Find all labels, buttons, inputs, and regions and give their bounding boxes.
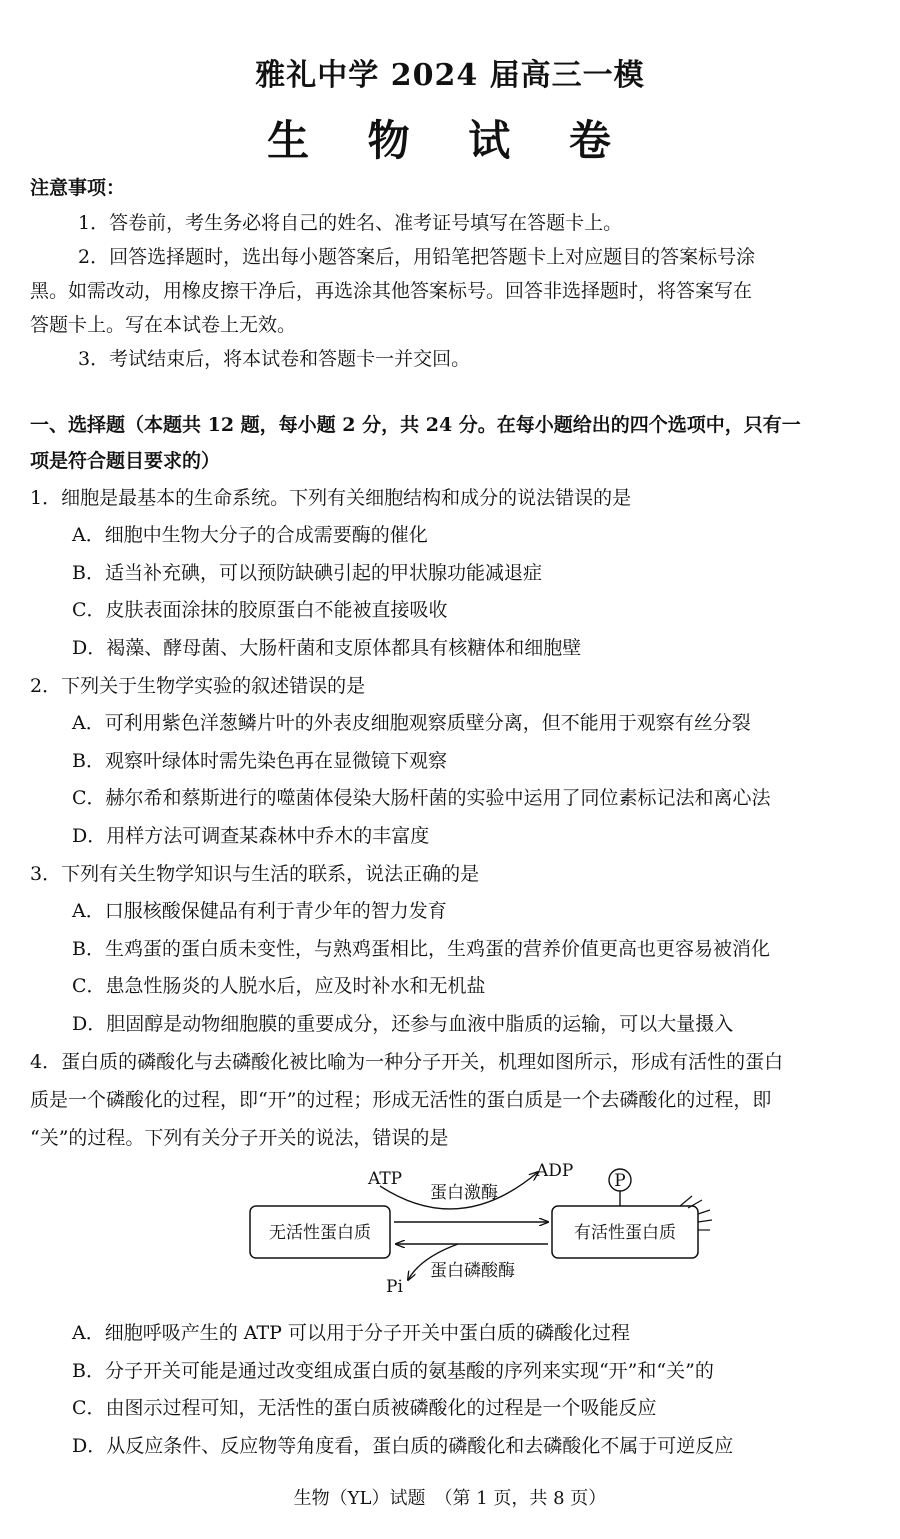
- pi-label: Pi: [386, 1277, 403, 1297]
- notice-item: 答题卡上。写在本试卷上无效。: [30, 314, 297, 336]
- question-stem-cont: “关”的过程。下列有关分子开关的说法，错误的是: [30, 1127, 449, 1149]
- section-heading-cont: 项是符合题目要求的）: [30, 450, 221, 472]
- kinase-label: 蛋白激酶: [430, 1183, 498, 1203]
- notice-item: 1．答卷前，考生务必将自己的姓名、准考证号填写在答题卡上。: [78, 212, 623, 234]
- option-a: A．可利用紫色洋葱鳞片叶的外表皮细胞观察质壁分离，但不能用于观察有丝分裂: [72, 712, 751, 734]
- question-stem: 4．蛋白质的磷酸化与去磷酸化被比喻为一种分子开关，机理如图所示，形成有活性的蛋白: [30, 1051, 784, 1073]
- option-b: B．适当补充碘，可以预防缺碘引起的甲状腺功能减退症: [72, 562, 542, 584]
- active-protein-label: 有活性蛋白质: [574, 1223, 676, 1243]
- option-d: D．褐藻、酵母菌、大肠杆菌和支原体都具有核糖体和细胞壁: [72, 637, 582, 659]
- option-d: D．用样方法可调查某森林中乔木的丰富度: [72, 825, 430, 847]
- page-footer: 生物（YL）试题 （第 1 页，共 8 页）: [293, 1488, 607, 1509]
- option-b: B．生鸡蛋的蛋白质未变性，与熟鸡蛋相比，生鸡蛋的营养价值更高也更容易被消化: [72, 938, 770, 960]
- question-stem-cont: 质是一个磷酸化的过程，即“开”的过程；形成无活性的蛋白质是一个去磷酸化的过程，即: [30, 1089, 772, 1111]
- molecular-switch-diagram: [240, 1158, 720, 1298]
- option-d: D．胆固醇是动物细胞膜的重要成分，还参与血液中脂质的运输，可以大量摄入: [72, 1013, 734, 1035]
- option-c: C．皮肤表面涂抹的胶原蛋白不能被直接吸收: [72, 599, 448, 621]
- inactive-protein-label: 无活性蛋白质: [269, 1223, 371, 1243]
- option-c: C．患急性肠炎的人脱水后，应及时补水和无机盐: [72, 975, 486, 997]
- option-a: A．细胞呼吸产生的 ATP 可以用于分子开关中蛋白质的磷酸化过程: [72, 1322, 630, 1344]
- option-a: A．口服核酸保健品有利于青少年的智力发育: [72, 900, 447, 922]
- notice-item: 3．考试结束后，将本试卷和答题卡一并交回。: [78, 348, 471, 370]
- section-heading: 一、选择题（本题共 12 题，每小题 2 分，共 24 分。在每小题给出的四个选项中，只有一: [30, 414, 801, 436]
- subject-title: 生 物 试 卷: [267, 116, 633, 165]
- question-stem: 1．细胞是最基本的生命系统。下列有关细胞结构和成分的说法错误的是: [30, 487, 632, 509]
- question-stem: 2．下列关于生物学实验的叙述错误的是: [30, 675, 366, 697]
- notice-item: 2．回答选择题时，选出每小题答案后，用铅笔把答题卡上对应题目的答案标号涂: [78, 246, 756, 268]
- option-a: A．细胞中生物大分子的合成需要酶的催化: [72, 524, 428, 546]
- option-d: D．从反应条件、反应物等角度看，蛋白质的磷酸化和去磷酸化不属于可逆反应: [72, 1435, 734, 1457]
- option-c: C．赫尔希和蔡斯进行的噬菌体侵染大肠杆菌的实验中运用了同位素标记法和离心法: [72, 787, 771, 809]
- notice-heading: 注意事项：: [30, 177, 126, 199]
- question-stem: 3．下列有关生物学知识与生活的联系，说法正确的是: [30, 863, 480, 885]
- adp-label: ADP: [536, 1161, 574, 1181]
- atp-label: ATP: [368, 1169, 403, 1189]
- option-b: B．分子开关可能是通过改变组成蛋白质的氨基酸的序列来实现“开”和“关”的: [72, 1360, 714, 1382]
- exam-title: 雅礼中学 2024 届高三一模: [255, 58, 645, 93]
- active-site-hatch-icon: [680, 1196, 712, 1230]
- phosphate-label: P: [614, 1171, 626, 1191]
- notice-item: 黑。如需改动，用橡皮擦干净后，再选涂其他答案标号。回答非选择题时，将答案写在: [30, 280, 753, 302]
- option-c: C．由图示过程可知，无活性的蛋白质被磷酸化的过程是一个吸能反应: [72, 1397, 657, 1419]
- phosphatase-label: 蛋白磷酸酶: [430, 1261, 515, 1281]
- option-b: B．观察叶绿体时需先染色再在显微镜下观察: [72, 750, 447, 772]
